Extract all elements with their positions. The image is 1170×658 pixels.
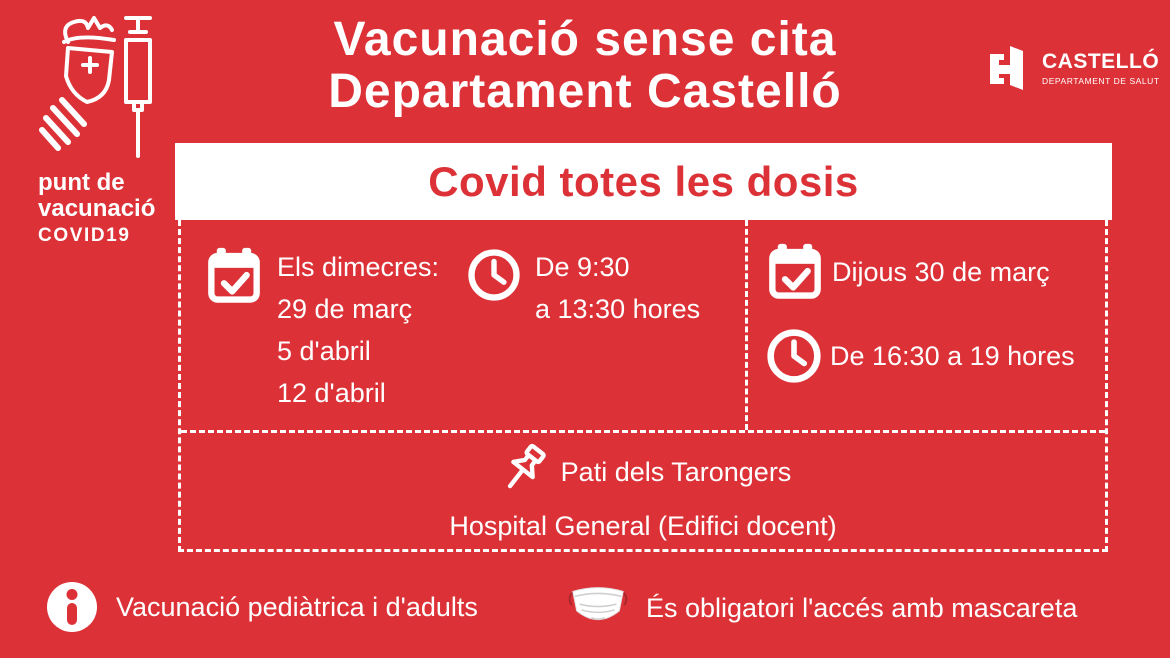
castello-logo [986,44,1160,92]
castello-h-icon [986,44,1032,92]
footer-mask-text: És obligatori l'accés amb mascareta [646,592,1078,623]
calendar-check-icon [205,246,263,430]
thursday-date: Dijous 30 de març [832,256,1050,287]
punt-line-2: vacunació [38,194,156,222]
location-cell [181,430,1105,549]
footer-mask-row [566,581,1077,635]
thursday-time-row [766,328,1105,384]
location-line-1: Pati dels Tarongers [560,457,792,487]
clock-icon [766,328,822,384]
info-icon [46,581,98,633]
title-line-1: Vacunació sense cita [333,13,837,66]
clock-icon [467,248,521,430]
location-line-2: Hospital General (Edifici docent) [449,510,837,541]
footer-info-row [46,581,478,633]
day-line: Els dimecres: [277,252,440,282]
thursday-time: De 16:30 a 19 hores [830,340,1075,371]
footer-info-text: Vacunació pediàtrica i d'adults [116,591,478,622]
castello-wordmark [1042,50,1160,86]
schedule-area [178,220,1108,552]
location-line-1-row [495,443,792,503]
banner-title: Covid totes les dosis [428,157,859,205]
wednesday-schedule-cell [181,220,745,430]
thursday-schedule-cell [745,220,1105,430]
mask-icon [566,581,630,635]
day-line: 5 d'abril [277,336,371,366]
castello-subtitle: DEPARTAMENT DE SALUT [1042,76,1160,86]
castello-name: CASTELLÓ [1042,50,1160,73]
time-line: a 13:30 hores [535,294,701,324]
thursday-date-row [766,242,1105,302]
banner [175,143,1112,220]
punt-line-1: punt de [38,169,125,196]
day-line: 29 de març [277,294,413,324]
punt-de-vacunacio-label [38,170,155,246]
pushpin-icon [495,443,551,503]
wednesday-dates [277,246,453,430]
punt-line-3: COVID19 [38,224,131,246]
time-line: De 9:30 [535,252,630,282]
title-line-2: Departament Castelló [328,64,842,118]
day-line: 12 d'abril [277,378,386,408]
wednesday-times [535,246,700,430]
calendar-check-icon [766,242,824,302]
schedule-top-row [181,220,1105,430]
